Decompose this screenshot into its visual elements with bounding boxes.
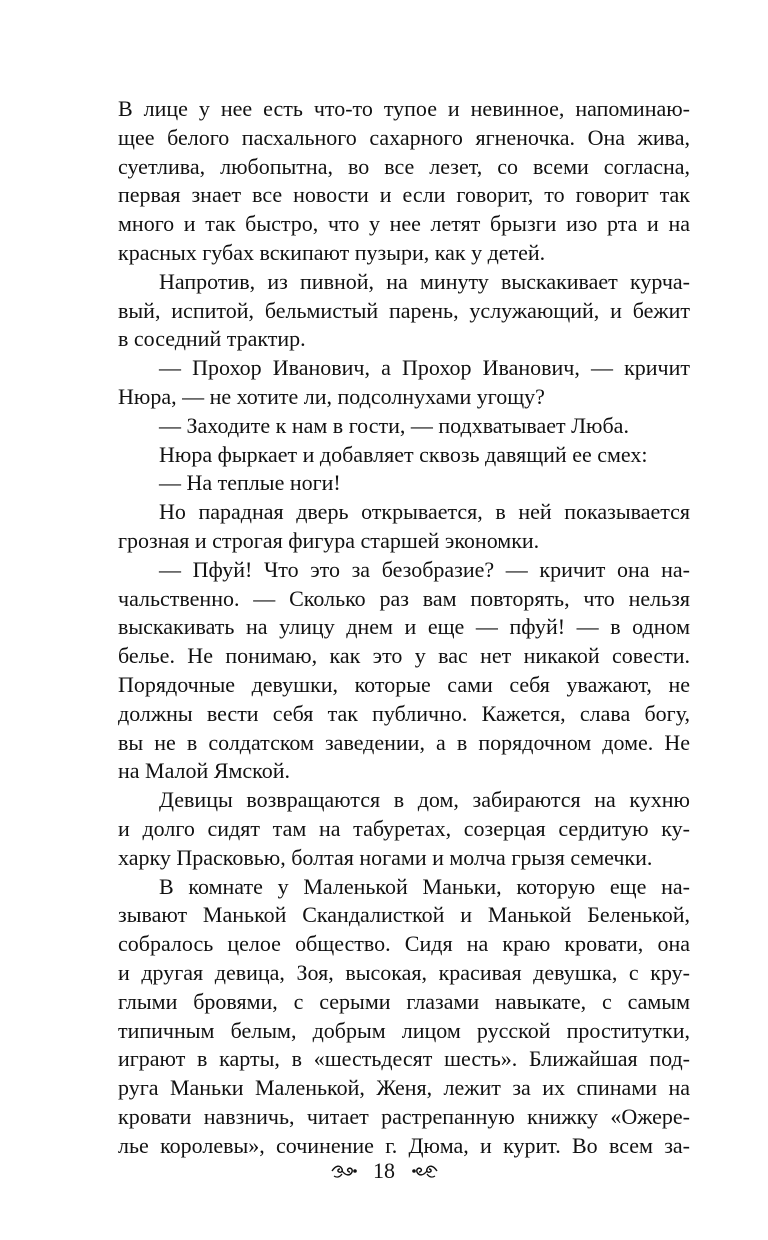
text-line: В лице у нее есть что-то тупое и невинное, напоминаю-	[118, 96, 690, 121]
text-line: — На теплые ноги!	[159, 470, 341, 496]
text-line: В комнате у Маленькой Маньки, которую еще на-	[159, 873, 690, 899]
text-line: Порядочные девушки, которые сами себя уважают, не	[118, 671, 690, 697]
text-line: Нюра фыркает и добавляет сквозь давящий ее смех:	[159, 441, 648, 467]
text-line: лье королевы», сочинение г. Дюма, и курит. Во всем за-	[118, 1132, 690, 1158]
text-line: зывают Манькой Скандалисткой и Манькой Беленькой,	[118, 902, 690, 928]
text-line: харку Прасковью, болтая ногами и молча грызя семечки.	[118, 844, 653, 870]
text-line: белье. Не понимаю, как это у вас нет никакой совести.	[118, 643, 690, 669]
text-line: вы не в солдатском заведении, а в порядочном доме. Не	[118, 729, 690, 755]
text-line: играют в карты, в «шестьдесят шесть». Ближайшая под-	[118, 1046, 690, 1072]
fleuron-left-icon	[330, 1162, 358, 1180]
book-page-body	[118, 95, 690, 1160]
text-line: вый, испитой, бельмистый парень, услужающий, и бежит	[118, 297, 690, 323]
text-line: чальственно. — Сколько раз вам повторять, что нельзя	[118, 585, 690, 611]
text-line: собралось целое общество. Сидя на краю кровати, она	[118, 931, 690, 957]
text-line: глыми бровями, с серыми глазами навыкате, с самым	[118, 988, 690, 1014]
text-line: Но парадная дверь открывается, в ней показывается	[159, 499, 690, 525]
page-footer	[0, 1155, 768, 1185]
text-line: выскакивать на улицу днем и еще — пфуй! — в одном	[118, 614, 690, 640]
text-line: должны вести себя так публично. Кажется, слава богу,	[118, 700, 690, 726]
text-line: — Заходите к нам в гости, — подхватывает Люба.	[159, 412, 629, 438]
text-line: — Прохор Иванович, а Прохор Иванович, — кричит	[159, 355, 690, 381]
text-line: кровати навзничь, читает растрепанную книжку «Ожере-	[118, 1103, 690, 1129]
text-line: руга Маньки Маленькой, Женя, лежит за их спинами на	[118, 1075, 690, 1101]
text-line: Девицы возвращаются в дом, забираются на кухню	[159, 787, 690, 813]
text-line: много и так быстро, что у нее летят брызги изо рта и на	[118, 211, 690, 237]
text-line: на Малой Ямской.	[118, 758, 291, 784]
page-number: 18	[373, 1157, 395, 1183]
text-line: в соседний трактир.	[118, 326, 306, 352]
text-line: Напротив, из пивной, на минуту выскакивает курча-	[159, 268, 690, 294]
text-line: грозная и строгая фигура старшей экономки.	[118, 527, 540, 553]
fleuron-right-icon	[411, 1162, 439, 1180]
text-line: и другая девица, Зоя, высокая, красивая девушка, с кру-	[118, 959, 690, 985]
text-line: красных губах вскипают пузыри, как у детей.	[118, 239, 546, 265]
text-line: — Пфуй! Что это за безобразие? — кричит она на-	[159, 556, 690, 582]
text-line: первая знает все новости и если говорит, то говорит так	[118, 182, 690, 208]
text-line: Нюра, — не хотите ли, подсолнухами угощу?	[118, 383, 545, 409]
text-line: типичным белым, добрым лицом русской проститутки,	[118, 1017, 690, 1043]
text-line: суетлива, любопытна, во все лезет, со всеми согласна,	[118, 153, 690, 179]
text-line: щее белого пасхального сахарного ягненочка. Она жива,	[118, 124, 690, 150]
text-line: и долго сидят там на табуретах, созерцая сердитую ку-	[118, 815, 690, 841]
